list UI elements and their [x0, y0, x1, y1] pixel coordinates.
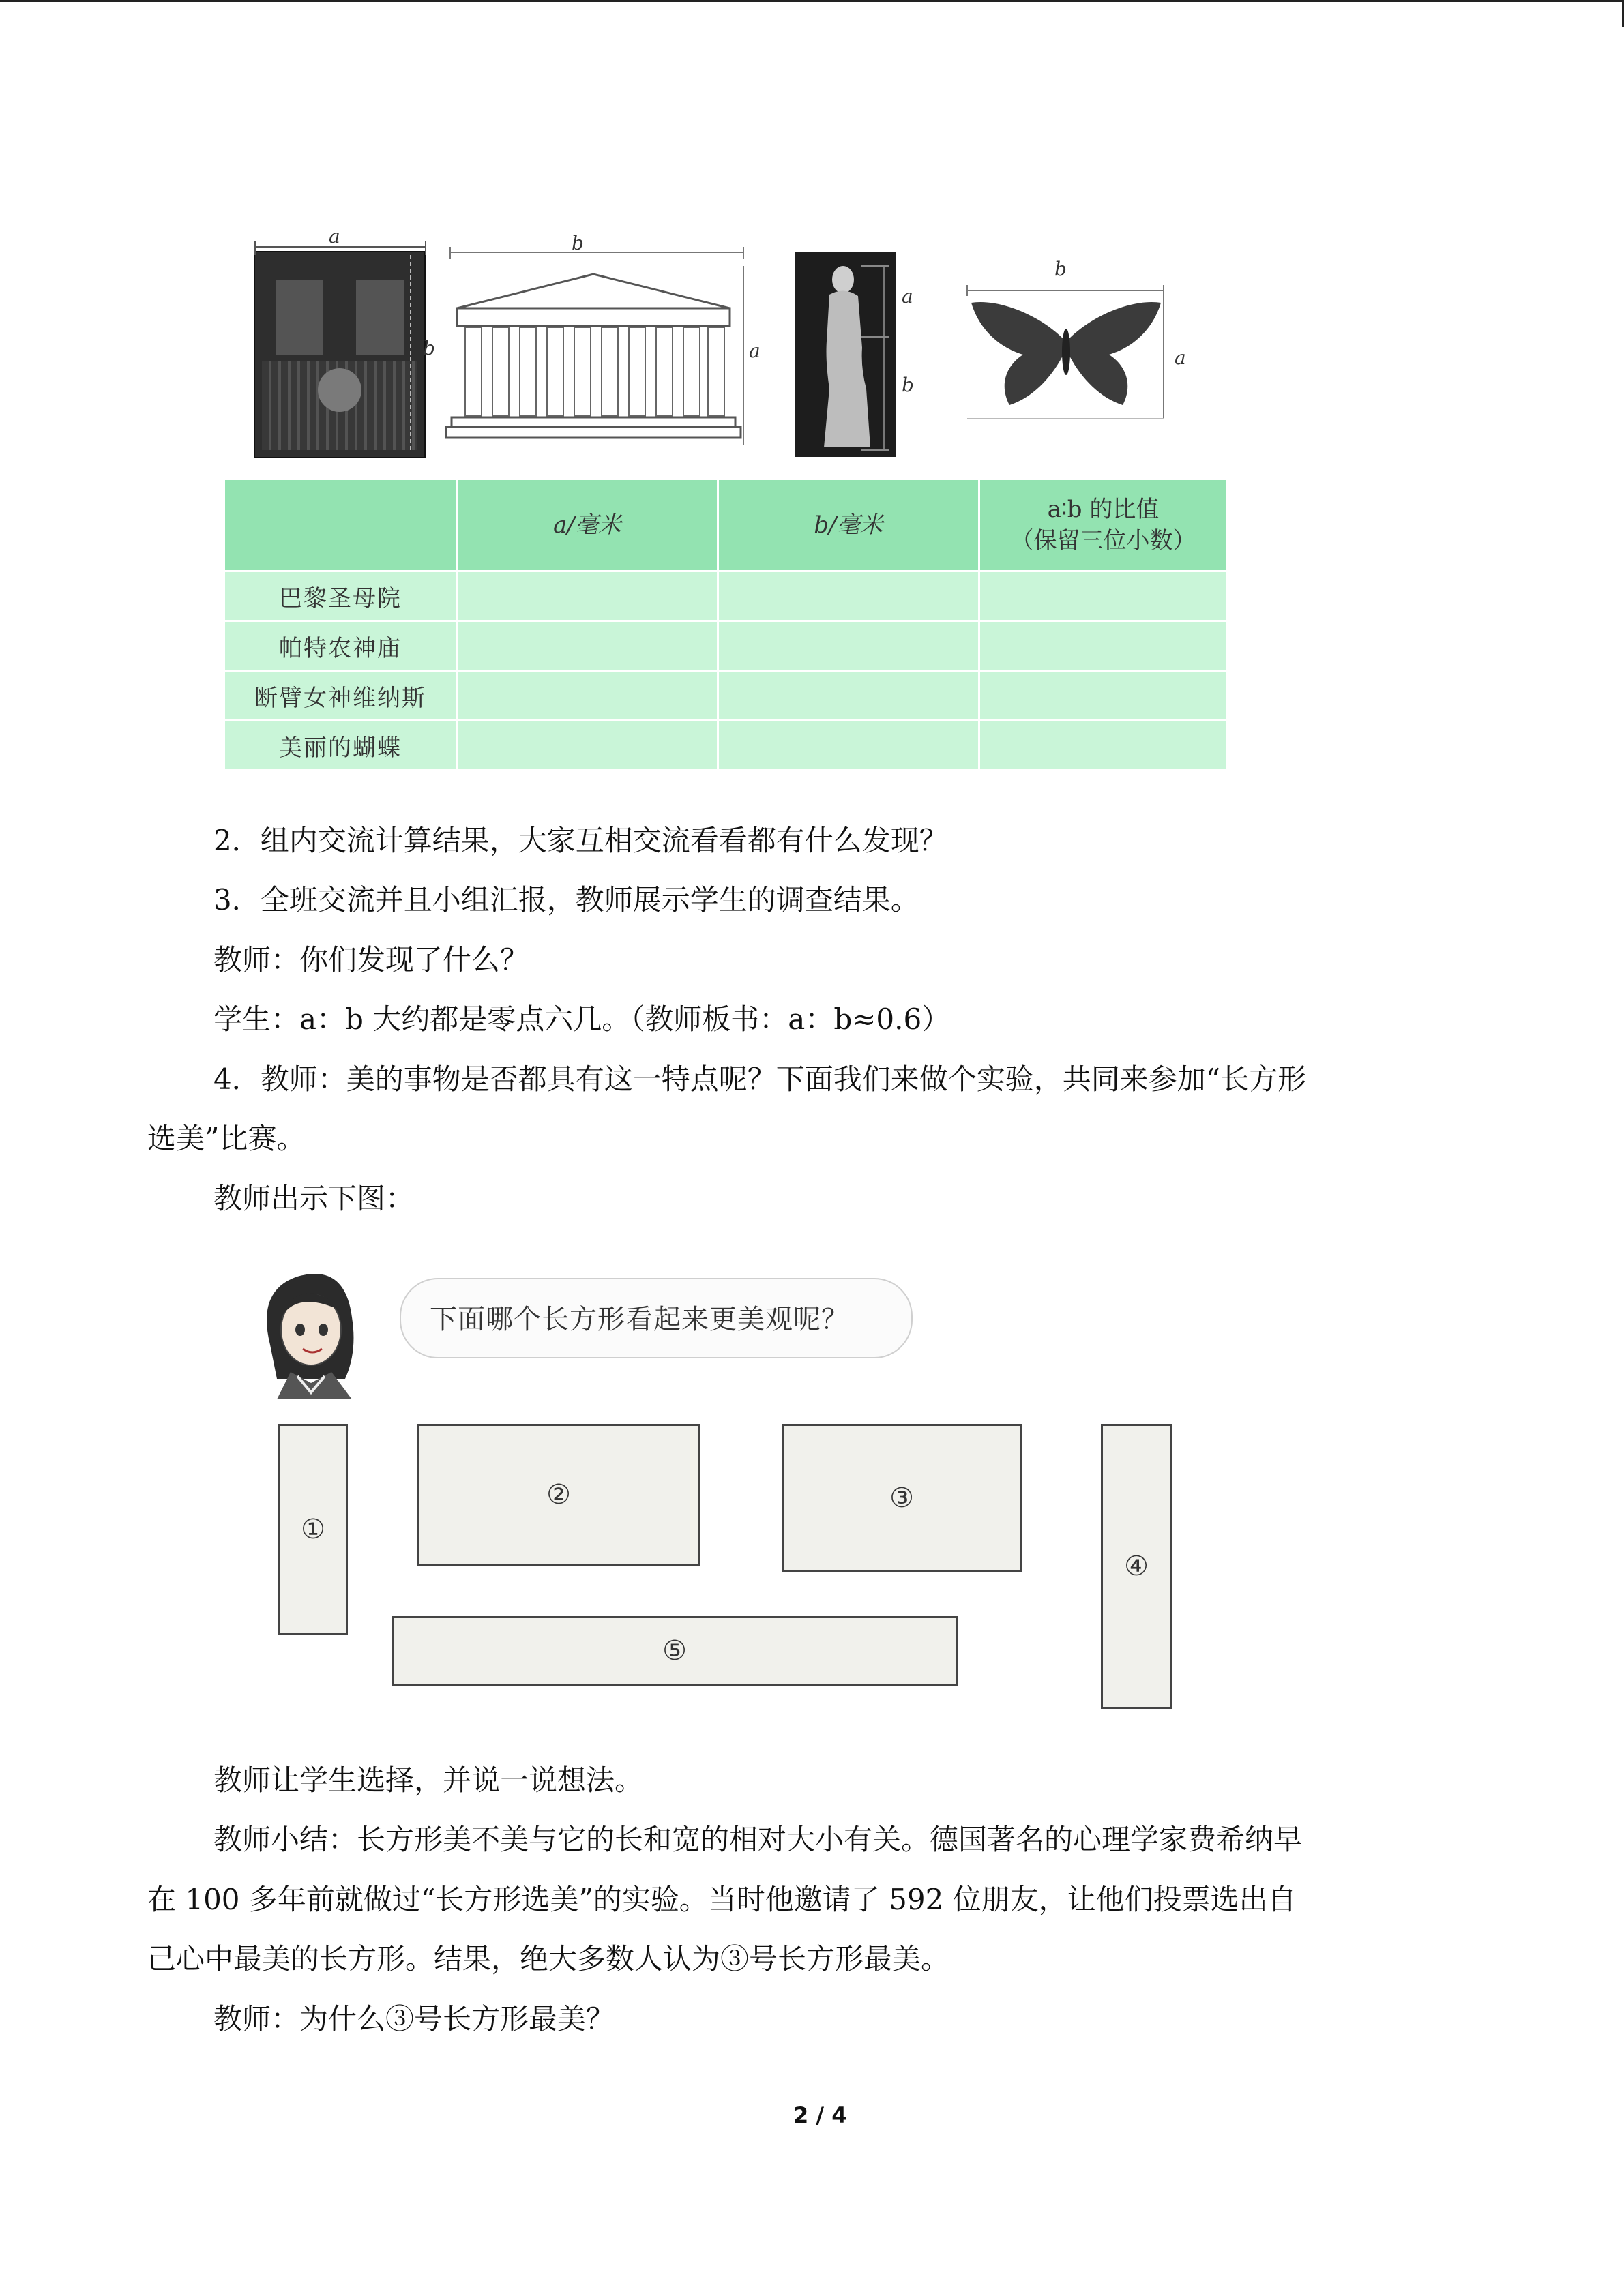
butterfly-image	[955, 265, 1180, 428]
paragraph-summary-line3: 己心中最美的长方形。结果，绝大多数人认为③号长方形最美。	[147, 1942, 950, 1976]
parthenon-image	[443, 232, 771, 457]
table-row	[225, 571, 1226, 621]
paragraph-step-4-line1: 4．教师：美的事物是否都具有这一特点呢？下面我们来做个实验，共同来参加“长方形	[213, 1062, 1307, 1096]
rectangle-5: ⑤	[392, 1616, 958, 1686]
venus-statue-image	[795, 252, 896, 457]
header-blank	[225, 480, 457, 571]
paragraph-step-3: 3．全班交流并且小组汇报，教师展示学生的调查结果。	[213, 883, 919, 916]
rectangle-1: ①	[278, 1424, 348, 1635]
rectangle-2: ②	[417, 1424, 700, 1566]
rectangle-3: ③	[782, 1424, 1022, 1572]
notre-dame-label-b: b	[423, 337, 435, 359]
paragraph-step-4-line2: 选美”比赛。	[147, 1122, 306, 1155]
parthenon-label-a: a	[749, 340, 761, 362]
rectangle-4: ④	[1101, 1424, 1172, 1709]
butterfly-label-b: b	[1054, 258, 1067, 280]
table-row	[225, 721, 1226, 770]
ratio-table	[225, 480, 1226, 769]
row-label: 断臂女神维纳斯	[225, 671, 457, 721]
header-b-mm: b/毫米	[718, 480, 979, 571]
row-label: 帕特农神庙	[225, 621, 457, 671]
venus-label-b: b	[902, 374, 914, 396]
butterfly-label-a: a	[1175, 346, 1186, 369]
notre-dame-label-a: a	[329, 225, 340, 248]
header-ratio: a∶b 的比值 （保留三位小数）	[979, 480, 1227, 571]
paragraph-why-question: 教师：为什么③号长方形最美？	[213, 2002, 615, 2036]
row-label: 美丽的蝴蝶	[225, 721, 457, 770]
speech-bubble: 下面哪个长方形看起来更美观呢？	[400, 1278, 913, 1358]
table-header-row	[225, 480, 1226, 571]
notre-dame-dimension-lines	[246, 228, 437, 460]
paragraph-step-2: 2．组内交流计算结果，大家互相交流看看都有什么发现？	[213, 824, 948, 857]
paragraph-student-answer: 学生：a：b 大约都是零点六几。（教师板书：a：b≈0.6）	[213, 1002, 951, 1036]
venus-label-a: a	[902, 285, 913, 308]
header-a-mm: a/毫米	[457, 480, 718, 571]
paragraph-student-choice: 教师让学生选择，并说一说想法。	[213, 1763, 644, 1797]
table-row	[225, 671, 1226, 721]
teacher-avatar-icon	[250, 1263, 372, 1399]
page-number: 2 / 4	[793, 2102, 847, 2128]
paragraph-teacher-question: 教师：你们发现了什么？	[213, 943, 529, 976]
paragraph-summary-line2: 在 100 多年前就做过“长方形选美”的实验。当时他邀请了 592 位朋友，让他们投票选出自	[147, 1883, 1297, 1916]
row-label: 巴黎圣母院	[225, 571, 457, 621]
paragraph-summary-line1: 教师小结：长方形美不美与它的长和宽的相对大小有关。德国著名的心理学家费希纳早	[213, 1823, 1303, 1856]
page-top-border	[0, 0, 1624, 2]
parthenon-label-b: b	[572, 232, 584, 254]
paragraph-show-figure: 教师出示下图：	[213, 1182, 415, 1215]
table-row	[225, 621, 1226, 671]
